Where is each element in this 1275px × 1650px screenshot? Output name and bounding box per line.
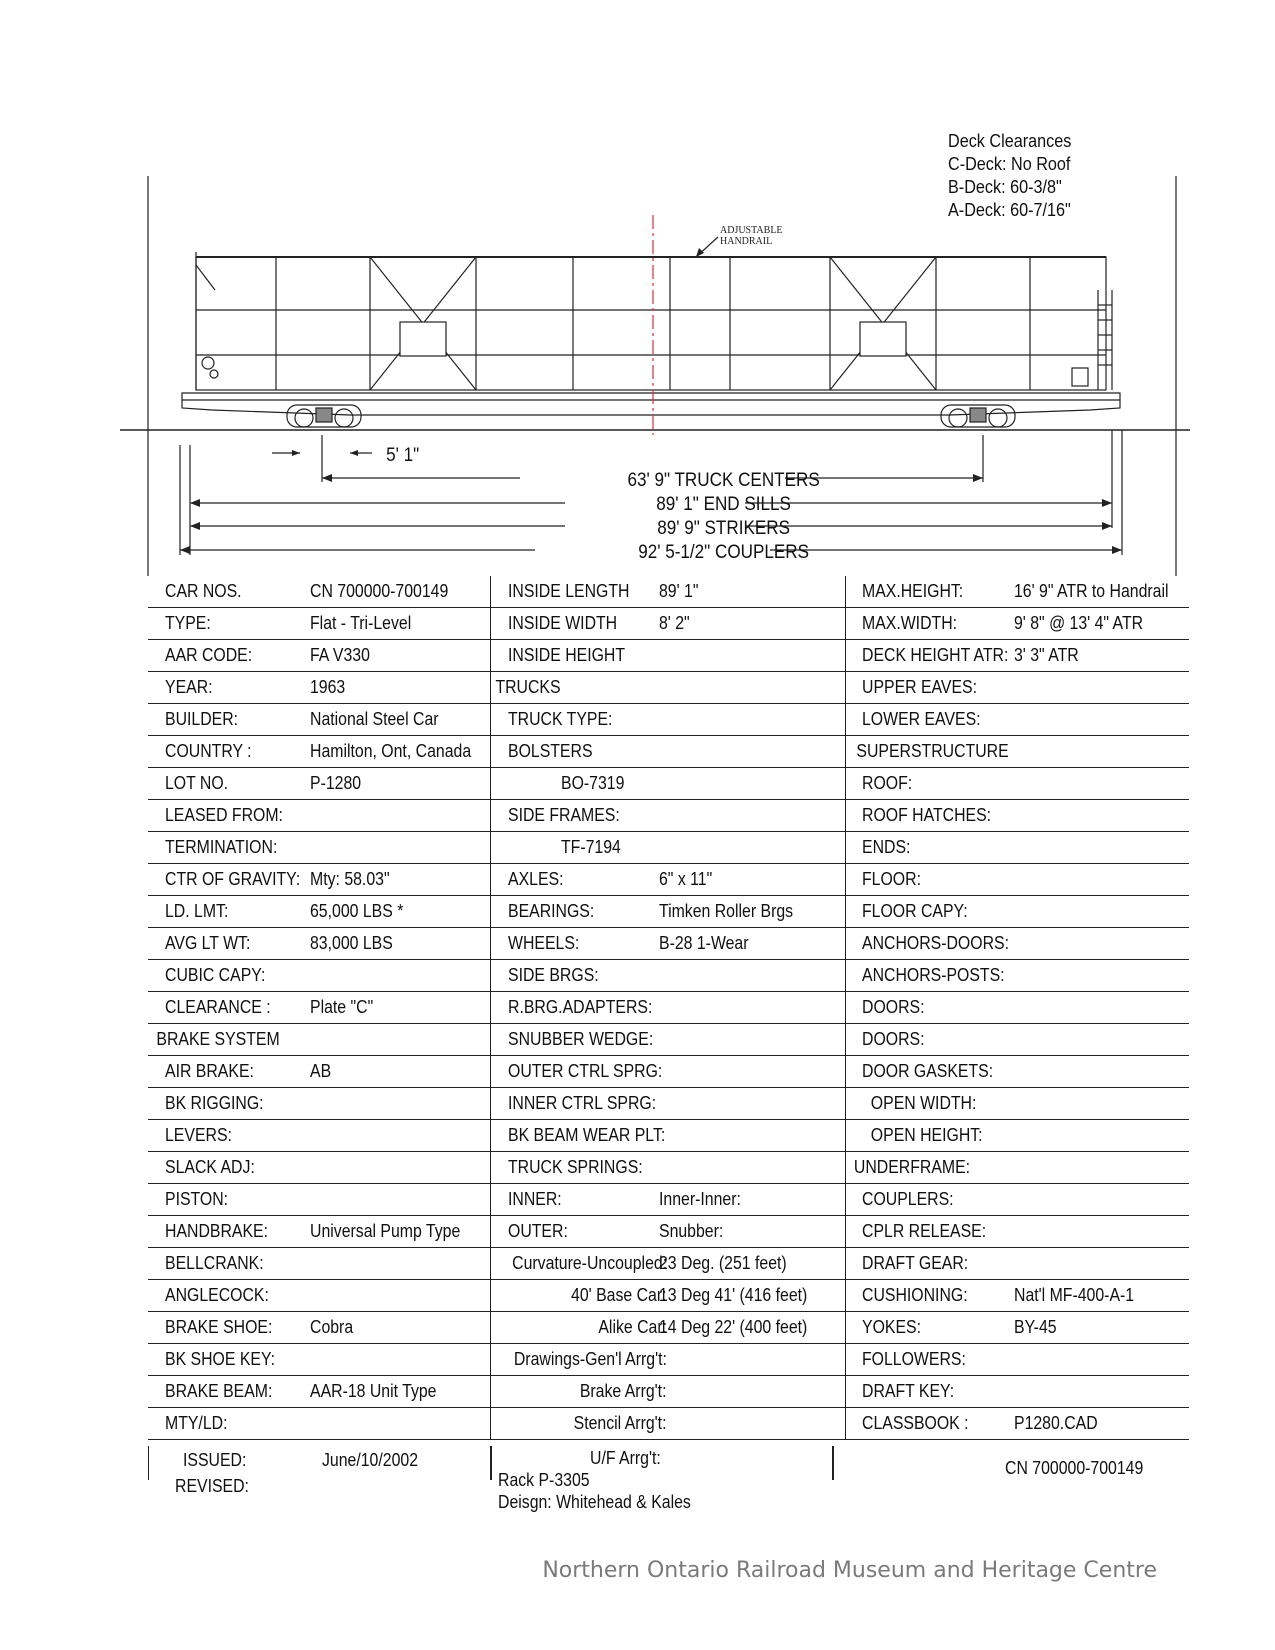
spec-label: LEVERS:	[165, 1125, 232, 1145]
spec-row	[148, 1248, 1189, 1280]
truck-right	[941, 405, 1015, 427]
spec-cell	[148, 1376, 490, 1408]
spec-label: CUSHIONING:	[861, 1285, 968, 1305]
spec-value: Universal Pump Type	[310, 1221, 461, 1241]
dim-strikers-text: 89' 9" STRIKERS	[657, 517, 791, 539]
spec-value: 8' 2"	[658, 613, 690, 633]
deck-clearance-a: A-Deck: 60-7/16"	[948, 200, 1071, 220]
spec-label: BOLSTERS	[507, 741, 593, 761]
spec-cell	[845, 1312, 1189, 1344]
spec-cell	[490, 928, 845, 960]
spec-row	[148, 800, 1189, 832]
spec-row	[148, 1024, 1189, 1056]
spec-label: BRAKE SHOE:	[165, 1317, 273, 1337]
spec-cell	[490, 896, 845, 928]
spec-label: SIDE FRAMES:	[507, 805, 620, 825]
spec-cell	[148, 1280, 490, 1312]
spec-label: DECK HEIGHT ATR:	[861, 645, 1008, 665]
spec-row	[148, 864, 1189, 896]
spec-value: P-1280	[310, 773, 362, 793]
spec-cell	[148, 800, 490, 832]
spec-label: MTY/LD:	[165, 1413, 228, 1433]
spec-value: 9' 8" @ 13' 4" ATR	[1013, 613, 1143, 633]
issued-label: ISSUED:	[183, 1450, 247, 1470]
deck-clearance-c: C-Deck: No Roof	[948, 154, 1071, 174]
spec-cell	[148, 1120, 490, 1152]
spec-value: Hamilton, Ont, Canada	[310, 741, 472, 761]
spec-label: Brake Arrg't:	[579, 1381, 667, 1401]
spec-label: LOT NO.	[165, 773, 229, 793]
spec-label: BUILDER:	[165, 709, 239, 729]
spec-label: CAR NOS.	[165, 581, 242, 601]
end-handrail-left	[196, 252, 218, 390]
spec-cell	[148, 1184, 490, 1216]
spec-label: COUNTRY :	[165, 741, 252, 761]
spec-label: DOORS:	[861, 1029, 925, 1049]
spec-label: Curvature-Uncoupled:	[511, 1253, 667, 1273]
spec-row	[148, 768, 1189, 800]
spec-cell	[490, 672, 845, 704]
spec-cell	[845, 1184, 1189, 1216]
spec-part-number: BO-7319	[560, 773, 624, 793]
spec-cell	[845, 864, 1189, 896]
spec-cell	[490, 832, 845, 864]
spec-label: BK SHOE KEY:	[165, 1349, 276, 1369]
spec-cell	[490, 800, 845, 832]
spec-value: B-28 1-Wear	[658, 933, 749, 953]
spec-cell	[148, 1024, 490, 1056]
dim-truck-centers-text: 63' 9" TRUCK CENTERS	[627, 469, 820, 491]
spec-value: Inner-Inner:	[658, 1189, 741, 1209]
spec-label: TRUCK SPRINGS:	[507, 1157, 643, 1177]
spec-cell	[148, 736, 490, 768]
spec-cell	[148, 1312, 490, 1344]
spec-cell	[845, 768, 1189, 800]
spec-label: FOLLOWERS:	[861, 1349, 966, 1369]
spec-cell	[845, 1120, 1189, 1152]
spec-row	[148, 1376, 1189, 1408]
spec-label: WHEELS:	[507, 933, 579, 953]
design-text: Deisgn: Whitehead & Kales	[498, 1492, 691, 1512]
spec-value: Mty: 58.03"	[310, 869, 390, 889]
spec-label: BELLCRANK:	[165, 1253, 264, 1273]
spec-value: Cobra	[310, 1317, 354, 1337]
spec-label: AXLES:	[507, 869, 563, 889]
spec-value: Nat'l MF-400-A-1	[1013, 1285, 1134, 1305]
spec-label: 40' Base Car:	[571, 1285, 667, 1305]
spec-cell	[148, 1408, 490, 1440]
spec-cell	[845, 704, 1189, 736]
spec-cell	[845, 832, 1189, 864]
spec-row	[148, 1184, 1189, 1216]
spec-label: ANCHORS-POSTS:	[861, 965, 1005, 985]
spec-value: BY-45	[1013, 1317, 1057, 1337]
spec-value: 3' 3" ATR	[1013, 645, 1079, 665]
spec-label: INSIDE HEIGHT	[507, 645, 625, 665]
spec-value: AB	[310, 1061, 332, 1081]
spec-cell	[148, 928, 490, 960]
spec-row	[148, 1216, 1189, 1248]
spec-label: CLEARANCE :	[165, 997, 271, 1017]
spec-label: DRAFT KEY:	[861, 1381, 954, 1401]
spec-label: TERMINATION:	[165, 837, 278, 857]
spec-value: 83,000 LBS	[310, 933, 393, 953]
spec-row	[148, 1408, 1189, 1440]
museum-watermark: Northern Ontario Railroad Museum and Heritage Centre	[542, 1558, 1157, 1583]
spec-row	[148, 1344, 1189, 1376]
spec-cell	[148, 1056, 490, 1088]
spec-cell	[490, 768, 845, 800]
section-header: UNDERFRAME:	[853, 1157, 970, 1177]
revised-label: REVISED:	[175, 1476, 249, 1496]
spec-label: OPEN HEIGHT:	[861, 1125, 983, 1145]
spec-table	[148, 576, 1189, 1440]
spec-cell	[490, 1056, 845, 1088]
rack-text: Rack P-3305	[498, 1470, 590, 1490]
spec-cell	[490, 992, 845, 1024]
spec-cell	[490, 1024, 845, 1056]
spec-cell	[148, 608, 490, 640]
spec-row	[148, 608, 1189, 640]
spec-row	[148, 992, 1189, 1024]
spec-row	[148, 1120, 1189, 1152]
spec-cell	[148, 704, 490, 736]
spec-cell	[845, 1344, 1189, 1376]
spec-row	[148, 1312, 1189, 1344]
spec-label: BRAKE BEAM:	[165, 1381, 273, 1401]
spec-cell	[490, 1312, 845, 1344]
spec-label: ROOF:	[861, 773, 912, 793]
spec-row	[148, 576, 1189, 608]
spec-cell	[845, 928, 1189, 960]
spec-label: DRAFT GEAR:	[861, 1253, 968, 1273]
spec-label: UPPER EAVES:	[861, 677, 977, 697]
railcar-elevation-drawing	[0, 0, 1275, 576]
spec-cell	[845, 576, 1189, 608]
spec-label: SIDE BRGS:	[507, 965, 599, 985]
spec-cell	[148, 832, 490, 864]
spec-cell	[845, 960, 1189, 992]
spec-cell	[148, 672, 490, 704]
spec-label: LOWER EAVES:	[861, 709, 981, 729]
spec-cell	[490, 1088, 845, 1120]
spec-cell	[490, 1120, 845, 1152]
spec-label: DOOR GASKETS:	[861, 1061, 993, 1081]
spec-cell	[148, 576, 490, 608]
spec-label: AAR CODE:	[165, 645, 253, 665]
spec-cell	[845, 992, 1189, 1024]
section-header: TRUCKS	[494, 677, 561, 697]
spec-label: OUTER CTRL SPRG:	[507, 1061, 662, 1081]
spec-cell	[148, 1216, 490, 1248]
spec-value: 6" x 11"	[658, 869, 712, 889]
spec-cell	[490, 960, 845, 992]
deck-clearance-b: B-Deck: 60-3/8"	[948, 177, 1062, 197]
spec-label: R.BRG.ADAPTERS:	[507, 997, 652, 1017]
spec-label: AVG LT WT:	[165, 933, 251, 953]
spec-cell	[845, 1056, 1189, 1088]
spec-label: TYPE:	[165, 613, 211, 633]
spec-cell	[845, 1248, 1189, 1280]
spec-cell	[490, 1344, 845, 1376]
spec-value: 1963	[310, 677, 346, 697]
spec-cell	[845, 1376, 1189, 1408]
spec-cell	[148, 1152, 490, 1184]
spec-cell	[148, 1088, 490, 1120]
spec-label: BEARINGS:	[507, 901, 594, 921]
spec-label: Drawings-Gen'l Arrg't:	[513, 1349, 667, 1369]
spec-value: 16' 9" ATR to Handrail	[1013, 581, 1169, 601]
spec-label: INSIDE LENGTH	[507, 581, 629, 601]
spec-cell	[845, 896, 1189, 928]
spec-label: CLASSBOOK :	[861, 1413, 969, 1433]
spec-row	[148, 736, 1189, 768]
spec-value: 89' 1"	[658, 581, 698, 601]
spec-cell	[148, 992, 490, 1024]
spec-cell	[148, 640, 490, 672]
spec-label: INNER:	[507, 1189, 562, 1209]
spec-value: 65,000 LBS *	[310, 901, 404, 921]
spec-label: CPLR RELEASE:	[861, 1221, 986, 1241]
spec-cell	[490, 736, 845, 768]
car-body	[196, 257, 1106, 390]
spec-label: FLOOR CAPY:	[861, 901, 968, 921]
spec-label: FLOOR:	[861, 869, 921, 889]
spec-cell	[148, 1344, 490, 1376]
dim-end-sills-text: 89' 1" END SILLS	[656, 493, 791, 515]
spec-cell	[490, 1280, 845, 1312]
spec-cell	[490, 1376, 845, 1408]
spec-value: CN 700000-700149	[310, 581, 449, 601]
spec-label: OPEN WIDTH:	[861, 1093, 976, 1113]
footer-divider-1	[490, 1446, 492, 1480]
spec-label: COUPLERS:	[861, 1189, 954, 1209]
spec-cell	[490, 576, 845, 608]
spec-value: 14 Deg 22' (400 feet)	[658, 1317, 807, 1337]
spec-row	[148, 1152, 1189, 1184]
spec-row	[148, 640, 1189, 672]
spec-label: MAX.HEIGHT:	[861, 581, 963, 601]
spec-row	[148, 1056, 1189, 1088]
spec-label: Stencil Arrg't:	[573, 1413, 667, 1433]
spec-label: SLACK ADJ:	[165, 1157, 255, 1177]
spec-row	[148, 928, 1189, 960]
spec-label: ROOF HATCHES:	[861, 805, 991, 825]
spec-label: MAX.WIDTH:	[861, 613, 957, 633]
spec-value: 23 Deg. (251 feet)	[658, 1253, 787, 1273]
spec-label: BK BEAM WEAR PLT:	[507, 1125, 665, 1145]
spec-row	[148, 672, 1189, 704]
spec-label: ENDS:	[861, 837, 911, 857]
spec-cell	[490, 1248, 845, 1280]
spec-label: INNER CTRL SPRG:	[507, 1093, 656, 1113]
spec-label: LD. LMT:	[165, 901, 229, 921]
spec-cell	[845, 672, 1189, 704]
spec-row	[148, 1088, 1189, 1120]
footer-border-left	[148, 1446, 149, 1480]
issued-date: June/10/2002	[322, 1450, 419, 1470]
spec-cell	[490, 864, 845, 896]
spec-label: TRUCK TYPE:	[507, 709, 612, 729]
truck-left	[287, 405, 361, 427]
dim-small-text: 5' 1"	[386, 444, 420, 466]
spec-part-number: TF-7194	[560, 837, 621, 857]
spec-label: LEASED FROM:	[165, 805, 283, 825]
spec-label: ANCHORS-DOORS:	[861, 933, 1009, 953]
spec-label: SNUBBER WEDGE:	[507, 1029, 653, 1049]
uf-arrgt-label: U/F Arrg't:	[590, 1448, 661, 1468]
spec-cell	[148, 1248, 490, 1280]
spec-row	[148, 1280, 1189, 1312]
spec-row	[148, 960, 1189, 992]
spec-cell	[148, 768, 490, 800]
handrail-label-1: ADJUSTABLE	[720, 225, 783, 236]
spec-label: AIR BRAKE:	[165, 1061, 254, 1081]
spec-cell	[845, 1408, 1189, 1440]
spec-label: PISTON:	[165, 1189, 229, 1209]
spec-cell	[845, 1152, 1189, 1184]
spec-cell	[845, 640, 1189, 672]
spec-value: P1280.CAD	[1013, 1413, 1098, 1433]
spec-cell	[845, 1088, 1189, 1120]
dim-couplers-text: 92' 5-1/2" COUPLERS	[638, 541, 809, 563]
deck-clearances-title: Deck Clearances	[948, 131, 1072, 151]
spec-value: 13 Deg 41' (416 feet)	[658, 1285, 807, 1305]
footer-car-nos: CN 700000-700149	[1005, 1458, 1144, 1478]
spec-cell	[845, 736, 1189, 768]
spec-cell	[490, 608, 845, 640]
spec-cell	[148, 896, 490, 928]
spec-cell	[490, 1152, 845, 1184]
spec-cell	[148, 864, 490, 896]
spec-label: Alike Car:	[597, 1317, 667, 1337]
spec-cell	[845, 800, 1189, 832]
spec-cell	[845, 608, 1189, 640]
spec-value: FA V330	[310, 645, 370, 665]
spec-label: DOORS:	[861, 997, 925, 1017]
spec-cell	[490, 1408, 845, 1440]
section-header: BRAKE SYSTEM	[156, 1029, 280, 1049]
spec-label: CTR OF GRAVITY:	[165, 869, 301, 889]
spec-cell	[490, 1216, 845, 1248]
handrail-label-2: HANDRAIL	[720, 236, 773, 247]
spec-value: AAR-18 Unit Type	[310, 1381, 437, 1401]
spec-row	[148, 832, 1189, 864]
spec-cell	[148, 960, 490, 992]
spec-label: INSIDE WIDTH	[507, 613, 617, 633]
spec-label: YOKES:	[861, 1317, 921, 1337]
spec-cell	[490, 1184, 845, 1216]
spec-label: OUTER:	[507, 1221, 568, 1241]
section-header: SUPERSTRUCTURE	[855, 741, 1009, 761]
spec-value: Plate "C"	[310, 997, 374, 1017]
spec-label: YEAR:	[165, 677, 213, 697]
spec-cell	[845, 1216, 1189, 1248]
spec-cell	[490, 704, 845, 736]
spec-label: BK RIGGING:	[165, 1093, 264, 1113]
spec-row	[148, 704, 1189, 736]
spec-cell	[845, 1280, 1189, 1312]
spec-label: HANDBRAKE:	[165, 1221, 268, 1241]
spec-cell	[490, 640, 845, 672]
spec-value: Snubber:	[658, 1221, 723, 1241]
spec-label: CUBIC CAPY:	[165, 965, 266, 985]
spec-row	[148, 896, 1189, 928]
footer-divider-2	[832, 1446, 834, 1480]
spec-cell	[845, 1024, 1189, 1056]
spec-value: National Steel Car	[310, 709, 439, 729]
spec-label: ANGLECOCK:	[165, 1285, 269, 1305]
spec-value: Flat - Tri-Level	[310, 613, 412, 633]
spec-value: Timken Roller Brgs	[658, 901, 793, 921]
dimension-lines	[180, 453, 1122, 550]
